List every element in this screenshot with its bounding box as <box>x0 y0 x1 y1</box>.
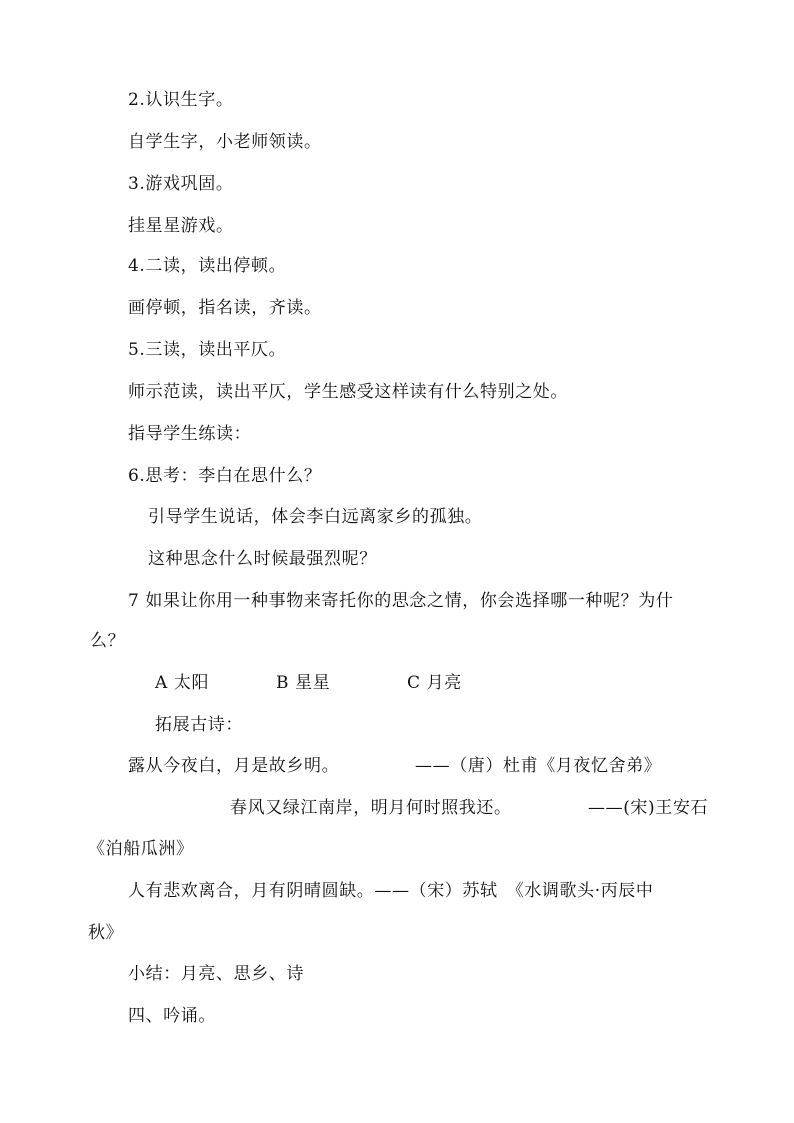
poem-1-line: 露从今夜白，月是故乡明。 <box>128 756 340 776</box>
poem-2-line: 春风又绿江南岸，明月何时照我还。 <box>230 798 512 818</box>
step-3-text: 挂星星游戏。 <box>128 216 234 236</box>
option-c: C 月亮 <box>407 673 462 693</box>
poem-1-source: ——（唐）杜甫《月夜忆舍弟》 <box>415 756 662 776</box>
step-6-heading: 6.思考：李白在思什么？ <box>128 466 322 486</box>
option-b: B 星星 <box>276 673 331 693</box>
step-3-heading: 3.游戏巩固。 <box>128 174 234 194</box>
poem-3-line: 人有悲欢离合，月有阴晴圆缺。——（宋）苏轼 《水调歌头·丙辰中 <box>128 881 654 901</box>
step-7-question: 7 如果让你用一种事物来寄托你的思念之情，你会选择哪一种呢？为什 <box>128 591 674 611</box>
summary: 小结：月亮、思乡、诗 <box>128 964 304 984</box>
step-6-text: 引导学生说话，体会李白远离家乡的孤独。 <box>148 507 483 527</box>
step-2-heading: 2.认识生字。 <box>128 90 234 110</box>
section-4-heading: 四、吟诵。 <box>128 1006 216 1026</box>
option-a: A 太阳 <box>155 673 210 693</box>
poem-3-line-cont: 秋》 <box>88 923 124 943</box>
step-5-text: 师示范读，读出平仄，学生感受这样读有什么特别之处。 <box>128 382 568 402</box>
step-2-text: 自学生字，小老师领读。 <box>128 132 322 152</box>
step-6-question: 这种思念什么时候最强烈呢？ <box>148 549 377 569</box>
extension-heading: 拓展古诗： <box>155 715 243 735</box>
step-5-guide: 指导学生练读： <box>128 424 252 444</box>
poem-2-source: ——(宋)王安石 <box>588 798 709 818</box>
step-5-heading: 5.三读，读出平仄。 <box>128 340 287 360</box>
poem-2-title: 《泊船瓜洲》 <box>88 839 194 859</box>
step-4-text: 画停顿，指名读，齐读。 <box>128 298 322 318</box>
step-7-question-cont: 么？ <box>90 631 126 651</box>
step-4-heading: 4.二读，读出停顿。 <box>128 256 287 276</box>
